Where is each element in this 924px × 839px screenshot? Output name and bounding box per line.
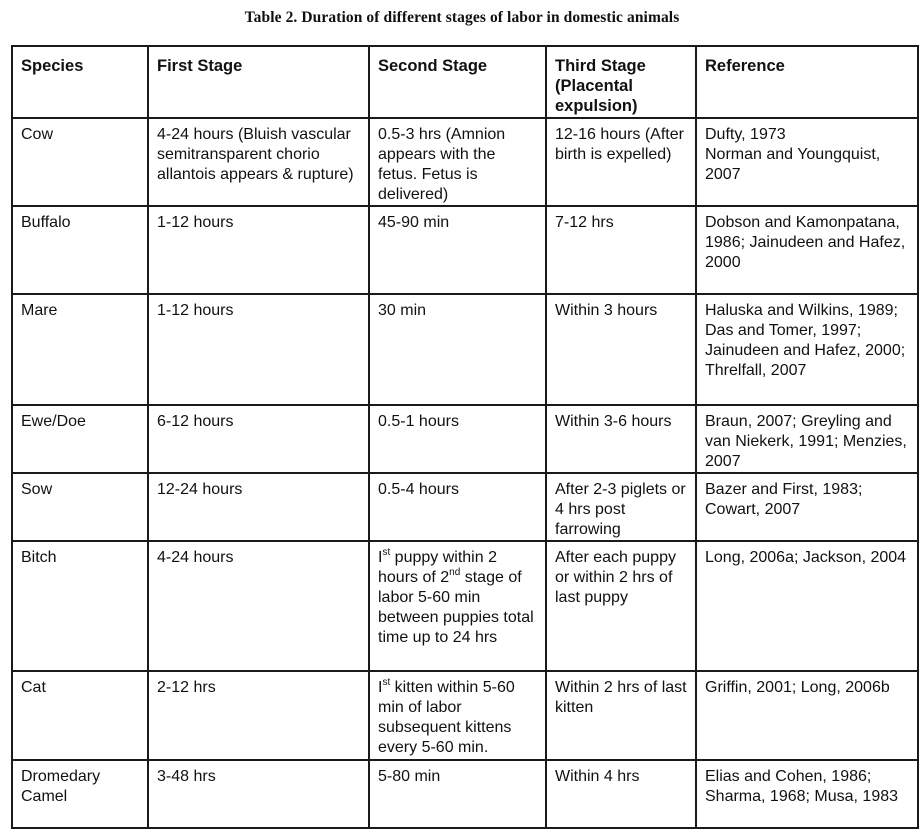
header-species: Species (12, 46, 148, 118)
cell-second-stage (369, 671, 546, 760)
cell-species: Sow (12, 473, 148, 541)
cell-second-stage: 0.5-1 hours (369, 405, 546, 473)
cell-third-stage: Within 3 hours (546, 294, 696, 405)
text-fragment: stage of labor 5-60 min between puppies total time up to 24 hrs (378, 569, 534, 646)
cell-reference: Long, 2006a; Jackson, 2004 (696, 541, 918, 671)
table-row (12, 541, 918, 671)
reference-line: Norman and Youngquist, 2007 (705, 146, 881, 183)
cell-first-stage: 12-24 hours (148, 473, 369, 541)
cell-first-stage: 4-24 hours (148, 541, 369, 671)
ordinal-suffix: st (382, 547, 391, 558)
cell-first-stage: 3-48 hrs (148, 760, 369, 828)
table-row (12, 118, 918, 206)
cell-second-stage: 45-90 min (369, 206, 546, 294)
header-third-stage: Third Stage (Placental expulsion) (546, 46, 696, 118)
reference-line: Dufty, 1973 (705, 126, 786, 143)
cell-third-stage: 12-16 hours (After birth is expelled) (546, 118, 696, 206)
cell-species: Cow (12, 118, 148, 206)
cell-species: Mare (12, 294, 148, 405)
labor-stages-table (11, 45, 919, 829)
cell-second-stage: 30 min (369, 294, 546, 405)
cell-second-stage: 0.5-3 hrs (Amnion appears with the fetus. Fetus is delivered) (369, 118, 546, 206)
cell-first-stage: 4-24 hours (Bluish vascular semitransparent chorio allantois appears & rupture) (148, 118, 369, 206)
table-row (12, 671, 918, 760)
cell-third-stage: After each puppy or within 2 hrs of last puppy (546, 541, 696, 671)
cell-reference (696, 118, 918, 206)
text-fragment: I (378, 679, 383, 696)
header-first-stage: First Stage (148, 46, 369, 118)
cell-third-stage: 7-12 hrs (546, 206, 696, 294)
cell-reference: Elias and Cohen, 1986; Sharma, 1968; Musa, 1983 (696, 760, 918, 828)
cell-third-stage: Within 3-6 hours (546, 405, 696, 473)
text-fragment: I (378, 549, 383, 566)
cell-first-stage: 6-12 hours (148, 405, 369, 473)
cell-reference: Braun, 2007; Greyling and van Niekerk, 1991; Menzies, 2007 (696, 405, 918, 473)
cell-species: Cat (12, 671, 148, 760)
table-row (12, 760, 918, 828)
cell-species: Bitch (12, 541, 148, 671)
cell-species: Buffalo (12, 206, 148, 294)
cell-third-stage: After 2-3 piglets or 4 hrs post farrowing (546, 473, 696, 541)
cell-reference: Haluska and Wilkins, 1989; Das and Tomer, 1997; Jainudeen and Hafez, 2000; Threlfall, 2007 (696, 294, 918, 405)
header-reference: Reference (696, 46, 918, 118)
cell-third-stage: Within 2 hrs of last kitten (546, 671, 696, 760)
cell-second-stage: 0.5-4 hours (369, 473, 546, 541)
cell-species: Ewe/Doe (12, 405, 148, 473)
table-row (12, 405, 918, 473)
cell-first-stage: 1-12 hours (148, 294, 369, 405)
cell-second-stage (369, 541, 546, 671)
text-fragment: puppy within 2 hours of 2 (378, 549, 497, 586)
ordinal-suffix: st (382, 677, 391, 688)
table-caption: Table 2. Duration of different stages of labor in domestic animals (244, 9, 680, 26)
ordinal-suffix: nd (449, 567, 461, 578)
cell-third-stage: Within 4 hrs (546, 760, 696, 828)
cell-reference: Griffin, 2001; Long, 2006b (696, 671, 918, 760)
cell-reference: Bazer and First, 1983; Cowart, 2007 (696, 473, 918, 541)
cell-first-stage: 2-12 hrs (148, 671, 369, 760)
table-row (12, 206, 918, 294)
cell-second-stage: 5-80 min (369, 760, 546, 828)
table-row (12, 294, 918, 405)
text-fragment: kitten within 5-60 min of labor subsequent kittens every 5-60 min. (378, 679, 515, 756)
table-row (12, 473, 918, 541)
header-row (12, 46, 918, 118)
cell-species: Dromedary Camel (12, 760, 148, 828)
header-second-stage: Second Stage (369, 46, 546, 118)
cell-reference: Dobson and Kamonpatana, 1986; Jainudeen and Hafez, 2000 (696, 206, 918, 294)
cell-first-stage: 1-12 hours (148, 206, 369, 294)
